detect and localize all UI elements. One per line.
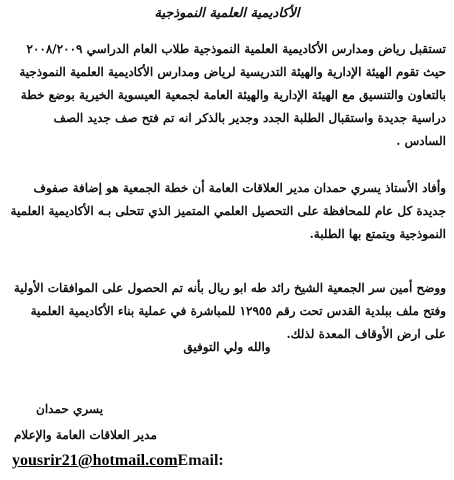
- signature-name: يسري حمدان: [36, 402, 104, 416]
- paragraph-public-relations: وأفاد الأستاذ يسري حمدان مدير العلاقات العامة أن خطة الجمعية هو إضافة صفوف جديدة كل عام للمحافظة على التحصيل العلمي المتميز الذي تتحلى بـه الأكاديمية العلمية النموذجية ويتمتع بها الطلبة.: [10, 181, 446, 241]
- email-line: [12, 452, 224, 470]
- paragraph-secretary: ووضح أمين سر الجمعية الشيخ رائد طه ابو ريال بأنه تم الحصول على الموافقات الأولية وفتح ملف ببلدية القدس تحت رقم ١٢٩٥٥ للمباشرة في عملية بناء الأكاديمية العلمية على ارض الأوقاف المعدة لذلك.: [13, 281, 446, 341]
- email-link[interactable]: yousrir21@hotmail.com: [12, 452, 178, 469]
- document-title: الأكاديمية العلمية النموذجية: [154, 6, 300, 21]
- signature-title: مدير العلاقات العامة والإعلام: [14, 428, 157, 442]
- closing-line: والله ولي التوفيق: [183, 340, 271, 354]
- paragraph-intro: تستقبل رياض ومدارس الأكاديمية العلمية النموذجية طلاب العام الدراسي ٢٠٠٨/٢٠٠٩ حيث تقوم الهيئة الإدارية والهيئة التدريسية لرياض ومدارس الأكاديمية العلمية النموذجية بالتعاون والتنسيق مع الهيئة الإدارية والهيئة العامة لجمعية العيسوية الخيرية بوضع خطة دراسية جديدة واستقبال الطلبة الجدد وجدير بالذكر انه تم فتح صف جديد الصف السادس .: [19, 42, 446, 148]
- email-label: Email:: [177, 452, 224, 469]
